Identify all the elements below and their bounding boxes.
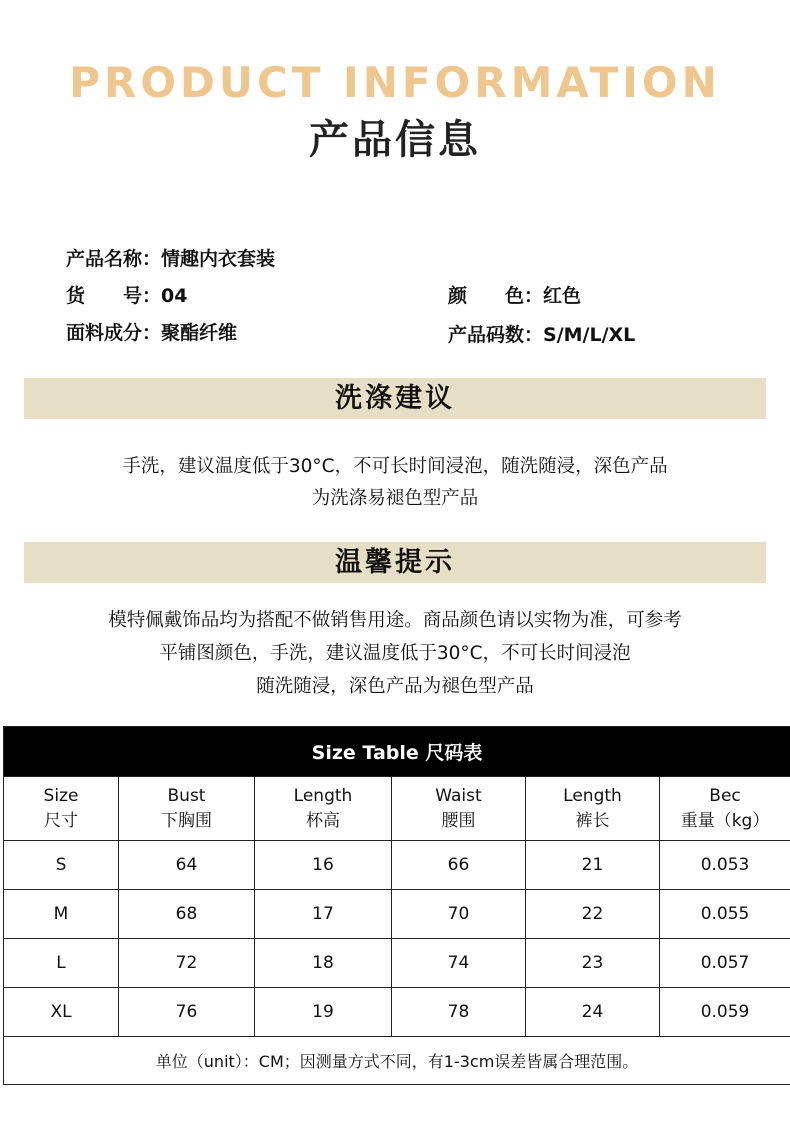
title-english: PRODUCT INFORMATION (69, 58, 721, 107)
table-cell: 24 (526, 988, 660, 1037)
info-value: 红色 (543, 285, 582, 307)
info-label: 产品码数： (448, 324, 544, 346)
table-cell: 0.059 (660, 988, 790, 1037)
info-product-name (66, 244, 275, 271)
header-cn: 尺寸 (44, 810, 78, 831)
table-row (4, 988, 790, 1037)
table-cell: M (4, 890, 119, 939)
table-cell: 76 (119, 988, 255, 1037)
info-value: 情趣内衣套装 (161, 248, 276, 270)
size-table-footnote: 单位（unit）：CM；因测量方式不同，有1-3cm误差皆属合理范围。 (4, 1037, 790, 1085)
table-cell: 74 (392, 939, 526, 988)
tips-line: 模特佩戴饰品均为搭配不做销售用途。商品颜色请以实物为准，可参考 (108, 610, 682, 631)
info-value: 聚酯纤维 (161, 322, 238, 344)
info-sizes (448, 320, 635, 347)
table-row (4, 939, 790, 988)
info-label: 货 号： (66, 285, 162, 307)
column-header (255, 777, 392, 841)
table-cell: 68 (119, 890, 255, 939)
table-cell: 23 (526, 939, 660, 988)
header-en: Size (43, 785, 79, 806)
header-cn: 裤长 (575, 810, 610, 831)
header-en: Bust (167, 785, 206, 806)
table-row (4, 841, 790, 890)
table-cell: 16 (255, 841, 392, 890)
table-cell: 18 (255, 939, 392, 988)
table-cell: 21 (526, 841, 660, 890)
header-cn: 重量（kg） (680, 810, 770, 831)
header-en: Waist (435, 785, 482, 806)
table-row (4, 890, 790, 939)
column-header (119, 777, 255, 841)
info-value: S/M/L/XL (543, 324, 636, 346)
column-header (4, 777, 119, 841)
info-label: 产品名称： (66, 248, 162, 270)
header-cn: 杯高 (306, 810, 340, 831)
header-en: Length (563, 785, 622, 806)
info-item-number (66, 281, 187, 308)
info-label: 颜 色： (448, 285, 544, 307)
info-value: 04 (161, 285, 188, 307)
table-cell: 70 (392, 890, 526, 939)
washing-line: 手洗，建议温度低于30°C，不可长时间浸泡，随洗随浸，深色产品 (122, 456, 668, 477)
header-cn: 下胸围 (161, 810, 212, 831)
washing-line: 为洗涤易褪色型产品 (311, 488, 479, 509)
header-en: Length (293, 785, 353, 806)
header-cn: 腰围 (441, 810, 476, 831)
table-cell: 22 (526, 890, 660, 939)
tips-banner: 温馨提示 (24, 542, 766, 583)
tips-line: 平铺图颜色，手洗，建议温度低于30°C，不可长时间浸泡 (159, 643, 631, 664)
tips-text (0, 604, 790, 703)
info-color (448, 281, 581, 308)
column-header (526, 777, 660, 841)
table-cell: 64 (119, 841, 255, 890)
washing-text (0, 451, 790, 515)
info-label: 面料成分： (66, 322, 162, 344)
table-cell: 66 (392, 841, 526, 890)
column-header (660, 777, 790, 841)
table-cell: 17 (255, 890, 392, 939)
size-table-title: Size Table 尺码表 (4, 727, 790, 777)
table-cell: S (4, 841, 119, 890)
tips-line: 随洗随浸，深色产品为褪色型产品 (256, 676, 534, 697)
washing-banner: 洗涤建议 (24, 378, 766, 419)
table-cell: XL (4, 988, 119, 1037)
column-header (392, 777, 526, 841)
info-fabric (66, 318, 237, 345)
table-cell: 0.057 (660, 939, 790, 988)
table-cell: 0.053 (660, 841, 790, 890)
table-cell: 78 (392, 988, 526, 1037)
title-chinese: 产品信息 (309, 117, 481, 163)
table-cell: 19 (255, 988, 392, 1037)
table-cell: L (4, 939, 119, 988)
size-table (3, 726, 790, 1085)
header-en: Bec (709, 785, 741, 806)
table-cell: 72 (119, 939, 255, 988)
table-cell: 0.055 (660, 890, 790, 939)
